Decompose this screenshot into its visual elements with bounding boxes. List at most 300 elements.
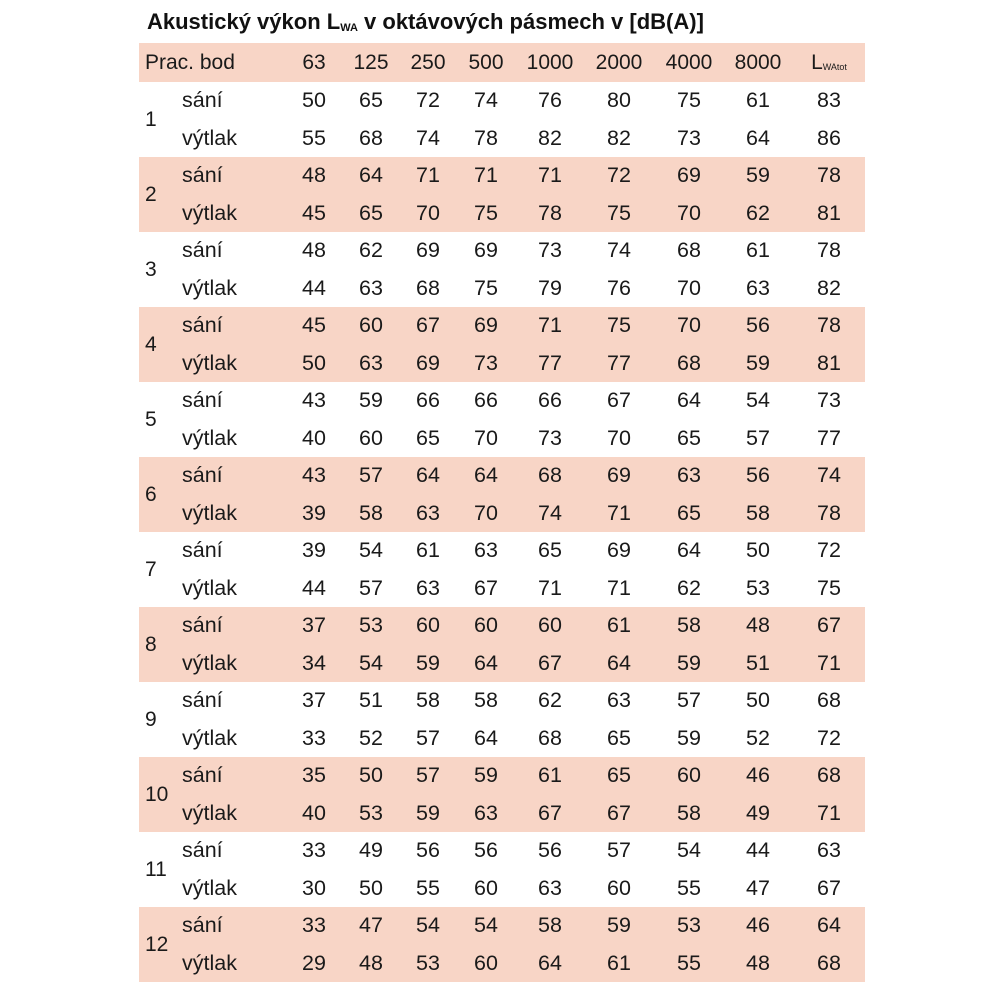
band-value-cell: 69 (607, 538, 631, 562)
band-value-cell: 48 (746, 613, 770, 637)
band-value-cell: 72 (416, 88, 440, 112)
band-value-cell: 63 (359, 275, 383, 300)
band-value-cell: 33 (302, 725, 326, 750)
band-value-cell: 69 (416, 238, 440, 262)
table-row (139, 270, 865, 308)
band-value-cell: 68 (359, 125, 383, 150)
table-row (139, 720, 865, 758)
operating-point-number: 10 (145, 783, 169, 806)
band-value-cell: 58 (538, 913, 562, 937)
band-value-cell: 65 (538, 538, 562, 562)
band-value-cell: 71 (538, 575, 562, 600)
band-value-cell: 51 (359, 688, 383, 712)
title-suffix: v oktávových pásmech v [dB(A)] (357, 9, 704, 34)
band-value-cell: 70 (607, 425, 631, 450)
total-value-cell: 68 (817, 763, 841, 787)
band-value-cell: 77 (607, 350, 631, 375)
band-value-cell: 63 (677, 463, 701, 487)
table-row (139, 120, 865, 158)
band-value-cell: 40 (302, 800, 326, 825)
band-value-cell: 65 (607, 725, 631, 750)
band-value-cell: 59 (474, 763, 498, 787)
total-value-cell: 82 (817, 275, 841, 300)
band-value-cell: 69 (474, 238, 498, 262)
band-value-cell: 33 (302, 913, 326, 937)
total-value-cell: 86 (817, 125, 841, 150)
band-value-cell: 63 (474, 800, 498, 825)
header-band-125: 125 (353, 51, 389, 74)
table-row (139, 232, 865, 270)
total-value-cell: 71 (817, 800, 841, 825)
band-value-cell: 65 (677, 425, 701, 450)
band-value-cell: 67 (538, 800, 562, 825)
band-value-cell: 75 (677, 88, 701, 112)
band-value-cell: 54 (746, 388, 770, 412)
band-value-cell: 82 (538, 125, 562, 150)
band-value-cell: 54 (416, 913, 440, 937)
table-row (139, 532, 865, 570)
band-value-cell: 60 (416, 613, 440, 637)
band-value-cell: 45 (302, 200, 326, 225)
band-value-cell: 54 (677, 838, 701, 862)
table-row (139, 757, 865, 795)
band-value-cell: 60 (474, 613, 498, 637)
band-value-cell: 79 (538, 275, 562, 300)
band-value-cell: 74 (416, 125, 440, 150)
operating-point-number: 6 (145, 483, 157, 506)
table-title (147, 5, 704, 39)
band-value-cell: 50 (302, 88, 326, 112)
mode-label: výtlak (182, 650, 237, 675)
operating-point-group (139, 832, 865, 907)
band-value-cell: 57 (359, 575, 383, 600)
band-value-cell: 47 (359, 913, 383, 937)
band-value-cell: 64 (474, 725, 498, 750)
band-value-cell: 48 (302, 163, 326, 187)
band-value-cell: 62 (677, 575, 701, 600)
band-value-cell: 65 (677, 500, 701, 525)
operating-point-number: 8 (145, 633, 157, 656)
table-row (139, 157, 865, 195)
mode-label: sání (182, 538, 223, 562)
mode-label: sání (182, 163, 223, 187)
total-value-cell: 78 (817, 163, 841, 187)
operating-point-group (139, 82, 865, 157)
band-value-cell: 62 (538, 688, 562, 712)
band-value-cell: 64 (359, 163, 383, 187)
table-row (139, 832, 865, 870)
band-value-cell: 57 (416, 725, 440, 750)
table-row (139, 945, 865, 983)
band-value-cell: 58 (677, 800, 701, 825)
band-value-cell: 39 (302, 538, 326, 562)
mode-label: sání (182, 613, 223, 637)
band-value-cell: 65 (359, 88, 383, 112)
band-value-cell: 59 (677, 725, 701, 750)
table-row (139, 195, 865, 233)
band-value-cell: 52 (359, 725, 383, 750)
band-value-cell: 64 (538, 950, 562, 975)
total-value-cell: 75 (817, 575, 841, 600)
band-value-cell: 71 (416, 163, 440, 187)
mode-label: sání (182, 238, 223, 262)
band-value-cell: 56 (474, 838, 498, 862)
band-value-cell: 46 (746, 763, 770, 787)
band-value-cell: 70 (677, 275, 701, 300)
band-value-cell: 64 (746, 125, 770, 150)
operating-point-number: 9 (145, 708, 157, 731)
total-value-cell: 81 (817, 350, 841, 375)
band-value-cell: 65 (416, 425, 440, 450)
band-value-cell: 50 (359, 875, 383, 900)
band-value-cell: 70 (474, 500, 498, 525)
mode-label: výtlak (182, 200, 237, 225)
band-value-cell: 69 (677, 163, 701, 187)
band-value-cell: 74 (607, 238, 631, 262)
total-value-cell: 68 (817, 688, 841, 712)
band-value-cell: 63 (538, 875, 562, 900)
band-value-cell: 60 (359, 313, 383, 337)
band-value-cell: 30 (302, 875, 326, 900)
band-value-cell: 61 (607, 613, 631, 637)
total-value-cell: 78 (817, 238, 841, 262)
band-value-cell: 59 (416, 800, 440, 825)
band-value-cell: 50 (746, 538, 770, 562)
band-value-cell: 70 (416, 200, 440, 225)
band-value-cell: 70 (677, 200, 701, 225)
mode-label: sání (182, 463, 223, 487)
mode-label: výtlak (182, 950, 237, 975)
operating-point-number: 7 (145, 558, 157, 581)
band-value-cell: 54 (359, 650, 383, 675)
band-value-cell: 56 (416, 838, 440, 862)
operating-point-group (139, 682, 865, 757)
title-prefix: Akustický výkon L (147, 9, 341, 34)
table-row (139, 420, 865, 458)
band-value-cell: 63 (416, 575, 440, 600)
band-value-cell: 70 (677, 313, 701, 337)
band-value-cell: 56 (746, 313, 770, 337)
band-value-cell: 64 (677, 388, 701, 412)
total-value-cell: 68 (817, 950, 841, 975)
mode-label: výtlak (182, 875, 237, 900)
band-value-cell: 71 (538, 313, 562, 337)
band-value-cell: 59 (746, 163, 770, 187)
band-value-cell: 65 (359, 200, 383, 225)
title-subscript: WA (340, 22, 358, 34)
mode-label: výtlak (182, 275, 237, 300)
total-value-cell: 78 (817, 313, 841, 337)
total-value-cell: 67 (817, 613, 841, 637)
band-value-cell: 57 (746, 425, 770, 450)
band-value-cell: 74 (538, 500, 562, 525)
table-row (139, 907, 865, 945)
band-value-cell: 34 (302, 650, 326, 675)
band-value-cell: 52 (746, 725, 770, 750)
mode-label: výtlak (182, 125, 237, 150)
band-value-cell: 45 (302, 313, 326, 337)
band-value-cell: 71 (474, 163, 498, 187)
total-value-cell: 77 (817, 425, 841, 450)
band-value-cell: 57 (607, 838, 631, 862)
header-total-sub: WAtot (822, 62, 847, 72)
band-value-cell: 72 (607, 163, 631, 187)
band-value-cell: 59 (416, 650, 440, 675)
operating-point-group (139, 457, 865, 532)
band-value-cell: 44 (302, 575, 326, 600)
band-value-cell: 58 (359, 500, 383, 525)
band-value-cell: 33 (302, 838, 326, 862)
sound-power-table (139, 43, 865, 982)
band-value-cell: 48 (302, 238, 326, 262)
operating-point-number: 5 (145, 408, 157, 431)
band-value-cell: 44 (746, 838, 770, 862)
mode-label: výtlak (182, 425, 237, 450)
band-value-cell: 29 (302, 950, 326, 975)
operating-point-group (139, 307, 865, 382)
band-value-cell: 62 (746, 200, 770, 225)
mode-label: výtlak (182, 725, 237, 750)
table-row (139, 457, 865, 495)
operating-point-group (139, 157, 865, 232)
band-value-cell: 69 (474, 313, 498, 337)
band-value-cell: 68 (538, 463, 562, 487)
band-value-cell: 56 (538, 838, 562, 862)
band-value-cell: 60 (538, 613, 562, 637)
band-value-cell: 73 (677, 125, 701, 150)
band-value-cell: 58 (416, 688, 440, 712)
band-value-cell: 56 (746, 463, 770, 487)
band-value-cell: 76 (538, 88, 562, 112)
band-value-cell: 60 (607, 875, 631, 900)
band-value-cell: 69 (607, 463, 631, 487)
total-value-cell: 74 (817, 463, 841, 487)
band-value-cell: 66 (538, 388, 562, 412)
band-value-cell: 60 (474, 875, 498, 900)
band-value-cell: 50 (746, 688, 770, 712)
total-value-cell: 72 (817, 725, 841, 750)
band-value-cell: 75 (474, 275, 498, 300)
operating-point-number: 11 (145, 858, 167, 881)
operating-point-group (139, 532, 865, 607)
header-band-1000: 1000 (526, 51, 574, 74)
band-value-cell: 67 (416, 313, 440, 337)
mode-label: sání (182, 688, 223, 712)
band-value-cell: 43 (302, 388, 326, 412)
band-value-cell: 67 (607, 388, 631, 412)
band-value-cell: 78 (474, 125, 498, 150)
band-value-cell: 59 (359, 388, 383, 412)
header-band-8000: 8000 (734, 51, 782, 74)
band-value-cell: 68 (538, 725, 562, 750)
total-value-cell: 78 (817, 500, 841, 525)
band-value-cell: 71 (538, 163, 562, 187)
band-value-cell: 59 (746, 350, 770, 375)
band-value-cell: 53 (359, 800, 383, 825)
operating-point-group (139, 757, 865, 832)
header-band-500: 500 (468, 51, 504, 74)
band-value-cell: 64 (474, 650, 498, 675)
band-value-cell: 58 (746, 500, 770, 525)
band-value-cell: 80 (607, 88, 631, 112)
band-value-cell: 55 (677, 950, 701, 975)
band-value-cell: 61 (416, 538, 440, 562)
band-value-cell: 43 (302, 463, 326, 487)
band-value-cell: 67 (538, 650, 562, 675)
band-value-cell: 78 (538, 200, 562, 225)
band-value-cell: 63 (607, 688, 631, 712)
table-row (139, 495, 865, 533)
header-row (139, 43, 865, 82)
band-value-cell: 54 (359, 538, 383, 562)
operating-point-group (139, 907, 865, 982)
band-value-cell: 55 (677, 875, 701, 900)
band-value-cell: 70 (474, 425, 498, 450)
band-value-cell: 58 (474, 688, 498, 712)
band-value-cell: 54 (474, 913, 498, 937)
band-value-cell: 46 (746, 913, 770, 937)
header-total (798, 43, 860, 82)
band-value-cell: 62 (359, 238, 383, 262)
band-value-cell: 47 (746, 875, 770, 900)
band-value-cell: 48 (359, 950, 383, 975)
band-value-cell: 73 (538, 238, 562, 262)
table-row (139, 607, 865, 645)
mode-label: výtlak (182, 500, 237, 525)
operating-point-group (139, 232, 865, 307)
band-value-cell: 76 (607, 275, 631, 300)
band-value-cell: 60 (474, 950, 498, 975)
table-row (139, 382, 865, 420)
band-value-cell: 53 (359, 613, 383, 637)
band-value-cell: 66 (474, 388, 498, 412)
band-value-cell: 67 (607, 800, 631, 825)
table-row (139, 795, 865, 833)
band-value-cell: 61 (607, 950, 631, 975)
band-value-cell: 40 (302, 425, 326, 450)
operating-point-number: 2 (145, 183, 157, 206)
band-value-cell: 59 (677, 650, 701, 675)
band-value-cell: 39 (302, 500, 326, 525)
table-body (139, 82, 865, 982)
total-value-cell: 63 (817, 838, 841, 862)
total-value-cell: 64 (817, 913, 841, 937)
band-value-cell: 63 (359, 350, 383, 375)
band-value-cell: 68 (677, 238, 701, 262)
table-row (139, 682, 865, 720)
band-value-cell: 60 (677, 763, 701, 787)
band-value-cell: 49 (746, 800, 770, 825)
band-value-cell: 82 (607, 125, 631, 150)
table-row (139, 307, 865, 345)
header-total-main: L (811, 51, 823, 74)
band-value-cell: 61 (746, 238, 770, 262)
band-value-cell: 64 (607, 650, 631, 675)
band-value-cell: 37 (302, 613, 326, 637)
header-band-2000: 2000 (595, 51, 643, 74)
total-value-cell: 67 (817, 875, 841, 900)
band-value-cell: 63 (474, 538, 498, 562)
mode-label: sání (182, 763, 223, 787)
band-value-cell: 35 (302, 763, 326, 787)
table-row (139, 345, 865, 383)
mode-label: výtlak (182, 800, 237, 825)
header-band-250: 250 (410, 51, 446, 74)
total-value-cell: 72 (817, 538, 841, 562)
mode-label: výtlak (182, 575, 237, 600)
band-value-cell: 57 (416, 763, 440, 787)
band-value-cell: 66 (416, 388, 440, 412)
band-value-cell: 48 (746, 950, 770, 975)
band-value-cell: 74 (474, 88, 498, 112)
band-value-cell: 50 (302, 350, 326, 375)
band-value-cell: 53 (677, 913, 701, 937)
band-value-cell: 61 (746, 88, 770, 112)
band-value-cell: 53 (746, 575, 770, 600)
band-value-cell: 65 (607, 763, 631, 787)
header-band-4000: 4000 (665, 51, 713, 74)
band-value-cell: 75 (607, 313, 631, 337)
band-value-cell: 51 (746, 650, 770, 675)
operating-point-number: 4 (145, 333, 157, 356)
band-value-cell: 44 (302, 275, 326, 300)
band-value-cell: 64 (474, 463, 498, 487)
mode-label: výtlak (182, 350, 237, 375)
operating-point-group (139, 382, 865, 457)
band-value-cell: 68 (677, 350, 701, 375)
table-row (139, 645, 865, 683)
band-value-cell: 73 (538, 425, 562, 450)
band-value-cell: 57 (359, 463, 383, 487)
band-value-cell: 73 (474, 350, 498, 375)
band-value-cell: 69 (416, 350, 440, 375)
band-value-cell: 37 (302, 688, 326, 712)
band-value-cell: 55 (302, 125, 326, 150)
mode-label: sání (182, 913, 223, 937)
operating-point-number: 1 (145, 108, 157, 131)
mode-label: sání (182, 313, 223, 337)
header-point: Prac. bod (145, 51, 235, 74)
band-value-cell: 64 (677, 538, 701, 562)
operating-point-number: 3 (145, 258, 157, 281)
total-value-cell: 81 (817, 200, 841, 225)
band-value-cell: 75 (474, 200, 498, 225)
band-value-cell: 71 (607, 575, 631, 600)
total-value-cell: 73 (817, 388, 841, 412)
band-value-cell: 59 (607, 913, 631, 937)
total-value-cell: 71 (817, 650, 841, 675)
band-value-cell: 63 (416, 500, 440, 525)
mode-label: sání (182, 388, 223, 412)
band-value-cell: 67 (474, 575, 498, 600)
band-value-cell: 61 (538, 763, 562, 787)
band-value-cell: 75 (607, 200, 631, 225)
operating-point-number: 12 (145, 933, 169, 956)
total-value-cell: 83 (817, 88, 841, 112)
band-value-cell: 63 (746, 275, 770, 300)
band-value-cell: 71 (607, 500, 631, 525)
band-value-cell: 49 (359, 838, 383, 862)
header-band-63: 63 (302, 51, 326, 74)
table-row (139, 570, 865, 608)
band-value-cell: 77 (538, 350, 562, 375)
band-value-cell: 68 (416, 275, 440, 300)
band-value-cell: 64 (416, 463, 440, 487)
band-value-cell: 55 (416, 875, 440, 900)
band-value-cell: 58 (677, 613, 701, 637)
band-value-cell: 50 (359, 763, 383, 787)
band-value-cell: 53 (416, 950, 440, 975)
